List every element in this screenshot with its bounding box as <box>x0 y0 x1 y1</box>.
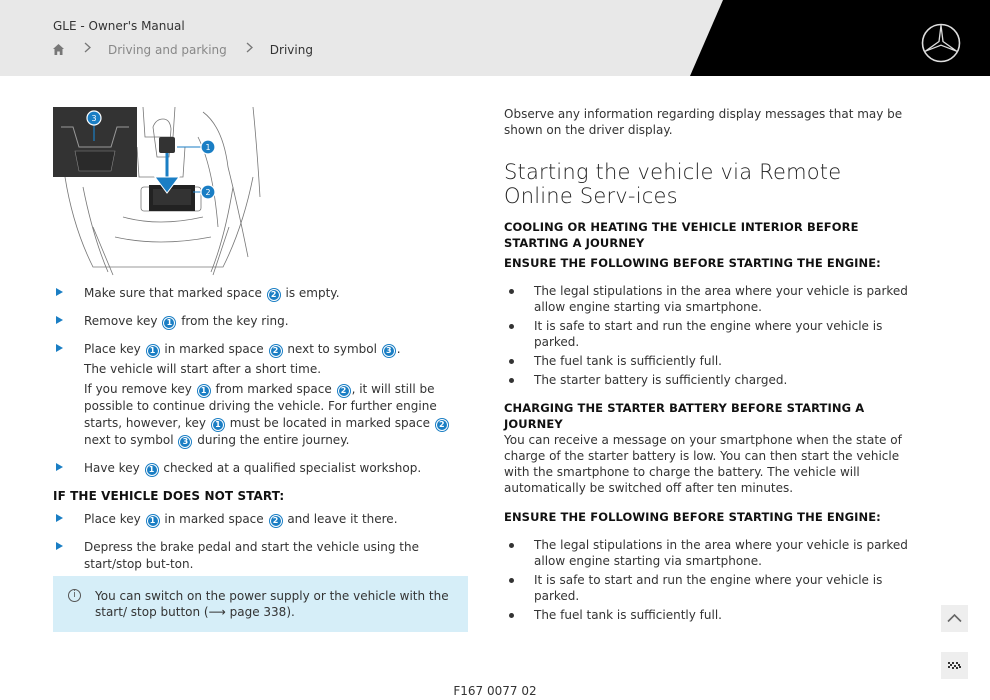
step-arrow-icon <box>56 463 63 471</box>
step-text: Place key <box>84 512 141 526</box>
callout-badge: 3 <box>179 436 191 448</box>
callout-badge: 2 <box>270 345 282 357</box>
step-text: and leave it there. <box>287 512 398 526</box>
step-text: is empty. <box>285 286 340 300</box>
list-item: It is safe to start and run the engine where your vehicle is parked. <box>504 318 914 350</box>
list-item: The fuel tank is sufficiently full. <box>504 607 914 623</box>
step-2 <box>53 313 473 330</box>
callout-badge: 2 <box>436 419 448 431</box>
step-text: in marked space <box>164 342 264 356</box>
requirements-list <box>504 537 914 623</box>
info-text[interactable]: You can switch on the power supply or the vehicle with the start/ stop button (⟶ page 338). <box>95 589 449 619</box>
step-text: Make sure that marked space <box>84 286 262 300</box>
step-result: The vehicle will start after a short time. <box>84 362 322 376</box>
right-column <box>504 106 914 626</box>
step-text: Place key <box>84 342 141 356</box>
step-arrow-icon <box>56 514 63 522</box>
step-text: in marked space <box>164 512 264 526</box>
ensure-heading: ENSURE THE FOLLOWING BEFORE STARTING THE ENGINE: <box>504 256 881 270</box>
callout-3: 3 <box>91 114 97 123</box>
step-text: from the key ring. <box>181 314 289 328</box>
list-item: The legal stipulations in the area where your vehicle is parked allow engine starting via smartphone. <box>504 283 914 315</box>
list-item: It is safe to start and run the engine where your vehicle is parked. <box>504 572 914 604</box>
callout-badge: 1 <box>163 317 175 329</box>
step-5 <box>53 511 473 528</box>
ensure-heading: ENSURE THE FOLLOWING BEFORE STARTING THE ENGINE: <box>504 510 881 524</box>
step-text: Remove key <box>84 314 158 328</box>
step-4 <box>53 460 473 477</box>
chevron-right-icon <box>84 42 91 57</box>
step-3 <box>53 341 473 449</box>
center-console-illustration <box>53 107 261 277</box>
list-item: The fuel tank is sufficiently full. <box>504 353 914 369</box>
list-item: The legal stipulations in the area where your vehicle is parked allow engine starting via smartphone. <box>504 537 914 569</box>
list-item: The starter battery is sufficiently charged. <box>504 372 914 388</box>
qr-code-button[interactable] <box>941 652 968 679</box>
charging-text: You can receive a message on your smartphone when the state of charge of the starter battery is low. You can then start the vehicle with the smartphone to charge the battery. The vehicle will automatically be switched off after ten minutes. <box>504 433 902 495</box>
section-title: Starting the vehicle via Remote Online Serv-ices <box>504 160 842 208</box>
callout-2: 2 <box>205 188 211 197</box>
callout-badge: 2 <box>268 289 280 301</box>
step-arrow-icon <box>56 344 63 352</box>
callout-badge: 1 <box>147 345 159 357</box>
requirements-list <box>504 283 914 388</box>
manual-title: GLE - Owner's Manual <box>53 19 185 33</box>
home-icon[interactable] <box>52 43 65 56</box>
charging-heading: CHARGING THE STARTER BATTERY BEFORE STARTING A JOURNEY <box>504 401 865 431</box>
callout-badge: 1 <box>146 464 158 476</box>
step-6 <box>53 539 473 573</box>
callout-badge: 3 <box>383 345 395 357</box>
breadcrumb-driving-and-parking[interactable]: Driving and parking <box>108 42 227 57</box>
scroll-to-top-button[interactable] <box>941 605 968 632</box>
step-text: Have key <box>84 461 140 475</box>
callout-badge: 2 <box>338 385 350 397</box>
figure-code: F167 0077 02 <box>453 684 537 698</box>
breadcrumb-current: Driving <box>269 42 313 57</box>
step-note: If you remove key 1 from marked space 2 , it will still be possible to continue driving the vehicle. For further engine starts, however, key 1 must be located in marked space 2 next to symbol 3 during the entire journey. <box>84 381 473 449</box>
step-1 <box>53 285 473 302</box>
callout-badge: 1 <box>147 515 159 527</box>
step-text: next to symbol <box>287 342 377 356</box>
step-arrow-icon <box>56 542 63 550</box>
not-start-heading: IF THE VEHICLE DOES NOT START: <box>53 489 285 503</box>
step-text: Depress the brake pedal and start the vehicle using the start/stop but-ton. <box>84 540 419 571</box>
qr-code-icon <box>941 652 968 679</box>
mercedes-star-icon[interactable] <box>920 22 962 64</box>
header-bar <box>0 0 990 76</box>
step-text: . <box>396 342 401 356</box>
instruction-steps <box>53 285 473 584</box>
step-arrow-icon <box>56 288 63 296</box>
callout-badge: 1 <box>198 385 210 397</box>
info-box <box>53 576 468 632</box>
step-text: checked at a qualified specialist workshop. <box>163 461 422 475</box>
info-icon: i <box>68 589 81 602</box>
chevron-up-icon <box>947 613 962 623</box>
callout-badge: 2 <box>270 515 282 527</box>
breadcrumb <box>52 42 313 57</box>
intro-text: Observe any information regarding display messages that may be shown on the driver display. <box>504 107 903 137</box>
chevron-right-icon <box>246 42 253 57</box>
cooling-heading: COOLING OR HEATING THE VEHICLE INTERIOR BEFORE STARTING A JOURNEY <box>504 220 859 250</box>
step-arrow-icon <box>56 316 63 324</box>
callout-badge: 1 <box>212 419 224 431</box>
callout-1: 1 <box>205 143 211 152</box>
